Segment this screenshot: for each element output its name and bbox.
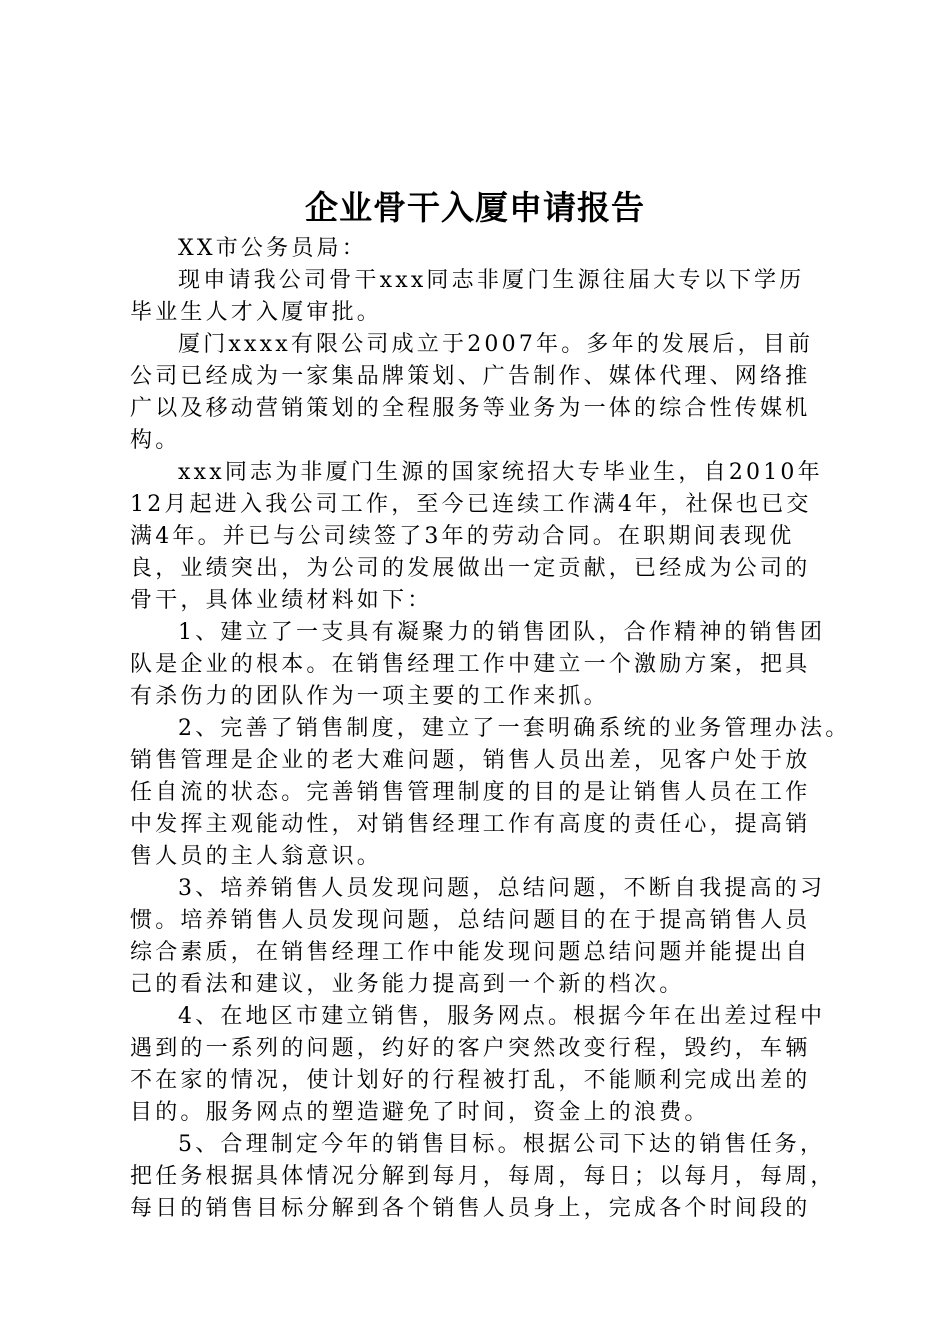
text-line: 每日的销售目标分解到各个销售人员身上，完成各个时间段的 [130,1196,811,1221]
document-title: 企业骨干入厦申请报告 [305,188,645,227]
text-line: 销售管理是企业的老大难问题，销售人员出差，见客户处于放 [130,748,811,773]
text-line: 满4年。并已与公司续签了3年的劳动合同。在职期间表现优 [130,524,795,549]
list-item-line: 4、在地区市建立销售，服务网点。根据今年在出差过程中 [178,1004,826,1029]
list-item-line: 1、建立了一支具有凝聚力的销售团队，合作精神的销售团 [178,620,826,645]
text-line: 公司已经成为一家集品牌策划、广告制作、媒体代理、网络推 [130,364,811,389]
text-line: 队是企业的根本。在销售经理工作中建立一个激励方案，把具 [130,652,811,677]
text-line: 良，业绩突出，为公司的发展做出一定贡献，已经成为公司的 [130,556,811,581]
text-line: 构。 [130,428,181,453]
text-line: 把任务根据具体情况分解到每月，每周，每日；以每月，每周， [130,1164,836,1189]
text-line: 售人员的主人翁意识。 [130,844,383,869]
salutation-line: XX市公务员局： [178,236,367,261]
text-line: 现申请我公司骨干xxx同志非厦门生源往届大专以下学历 [178,268,805,293]
list-item-line: 3、培养销售人员发现问题，总结问题，不断自我提高的习 [178,876,826,901]
text-line: 综合素质，在销售经理工作中能发现问题总结问题并能提出自 [130,940,811,965]
text-line: 任自流的状态。完善销售管理制度的目的是让销售人员在工作 [130,780,811,805]
text-line: 毕业生人才入厦审批。 [130,300,383,325]
text-line: 厦门xxxx有限公司成立于2007年。多年的发展后，目前 [178,332,814,357]
text-line: 遇到的一系列的问题，约好的客户突然改变行程，毁约，车辆 [130,1036,811,1061]
text-line: 12月起进入我公司工作，至今已连续工作满4年，社保也已交 [130,492,812,517]
text-line: 有杀伤力的团队作为一项主要的工作来抓。 [130,684,609,709]
text-line: 广以及移动营销策划的全程服务等业务为一体的综合性传媒机 [130,396,811,421]
text-line: 惯。培养销售人员发现问题，总结问题目的在于提高销售人员 [130,908,811,933]
text-line: 中发挥主观能动性，对销售经理工作有高度的责任心，提高销 [130,812,811,837]
text-line: xxx同志为非厦门生源的国家统招大专毕业生，自2010年 [178,460,823,485]
list-item-line: 2、完善了销售制度，建立了一套明确系统的业务管理办法。 [178,716,851,741]
list-item-line: 5、合理制定今年的销售目标。根据公司下达的销售任务， [178,1132,826,1157]
document-body [130,233,851,1225]
text-line: 骨干，具体业绩材料如下： [130,588,433,613]
text-line: 己的看法和建议，业务能力提高到一个新的档次。 [130,972,685,997]
text-line: 不在家的情况，使计划好的行程被打乱，不能顺利完成出差的 [130,1068,811,1093]
text-line: 目的。服务网点的塑造避免了时间，资金上的浪费。 [130,1100,710,1125]
